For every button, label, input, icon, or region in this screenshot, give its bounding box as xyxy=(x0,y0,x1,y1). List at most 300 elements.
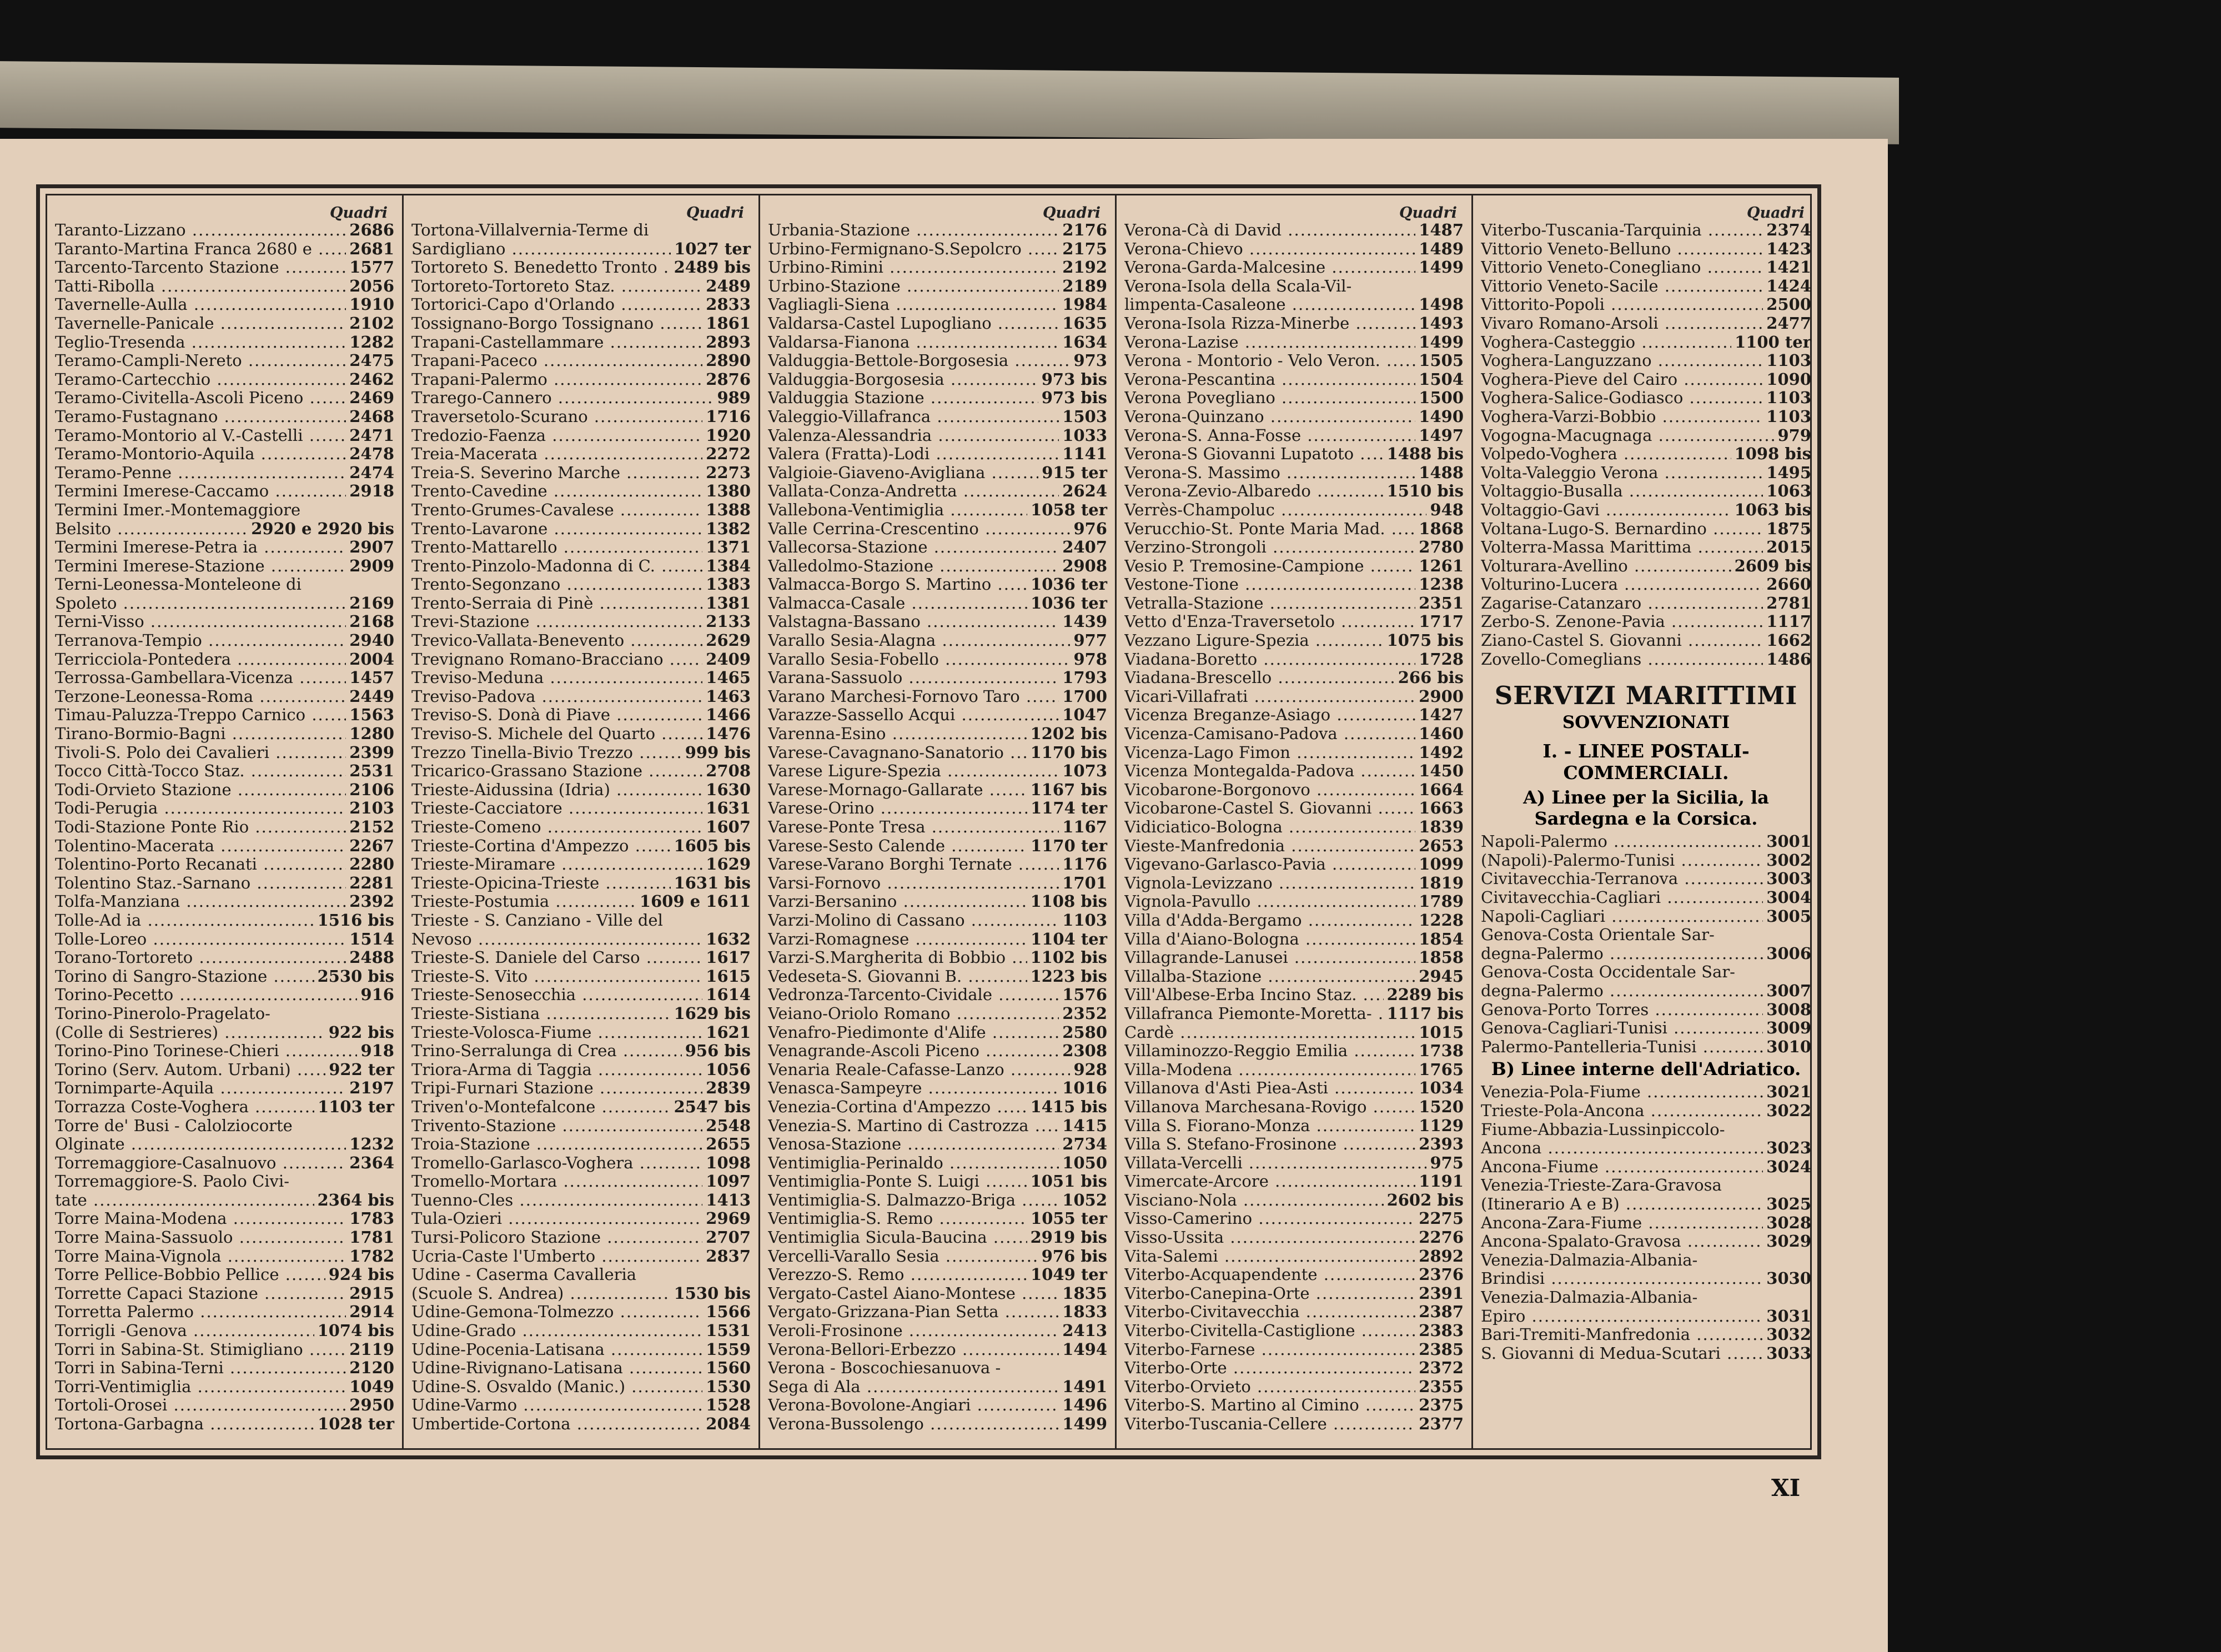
list-item xyxy=(768,221,1107,240)
list-item xyxy=(1481,1083,1811,1102)
entry-name: Varana-Sassuolo ..... xyxy=(768,669,1059,687)
entry-value: 1463 xyxy=(706,686,751,706)
entry-name: Varenna-Esino ..... xyxy=(768,725,1027,744)
list-item xyxy=(768,1378,1107,1397)
entry-name: Trieste-Pola-Ancona ..... xyxy=(1481,1102,1763,1121)
list-item xyxy=(55,762,394,781)
entry-value: 1174 ter xyxy=(1031,799,1107,818)
entry-value: 2385 xyxy=(1419,1339,1464,1359)
list-item xyxy=(1481,575,1811,594)
entry-name: Varallo Sesia-Fobello ..... xyxy=(768,650,1070,669)
entry-name: Torremaggiore-Casalnuovo ..... xyxy=(55,1154,346,1173)
list-item xyxy=(1481,295,1811,314)
entry-name: Napoli-Palermo ..... xyxy=(1481,832,1763,851)
entry-value: 1605 bis xyxy=(674,836,751,855)
entry-name: Verona-Chievo ..... xyxy=(1124,240,1415,259)
list-item xyxy=(1481,851,1811,870)
entry-name: Voltaggio-Busalla ..... xyxy=(1481,482,1763,501)
list-item xyxy=(768,240,1107,259)
entry-value: 2407 xyxy=(1062,538,1107,557)
entry-value: 1176 xyxy=(1062,855,1107,874)
entry-name: Voghera-Varzi-Bobbio ..... xyxy=(1481,408,1763,426)
entry-value: 2839 xyxy=(706,1078,751,1098)
entry-name: Vill'Albese-Erba Incino Staz. ..... xyxy=(1124,986,1384,1005)
entry-name: Ancona-Fiume ..... xyxy=(1481,1158,1763,1177)
entry-name: Trino-Serralunga di Crea ..... xyxy=(411,1042,682,1061)
entry-name: Treviso-S. Michele del Quarto ..... xyxy=(411,725,702,744)
list-item xyxy=(55,1415,394,1434)
list-item xyxy=(1124,445,1464,464)
entry-value: 1563 xyxy=(349,705,394,725)
list-item xyxy=(1481,1344,1811,1363)
entry-name: Troia-Stazione ..... xyxy=(411,1135,702,1154)
list-item xyxy=(411,445,751,464)
entry-value: 1717 xyxy=(1419,612,1464,631)
entry-name: Zerbo-S. Zenone-Pavia ..... xyxy=(1481,612,1763,631)
entry-value: 1514 xyxy=(349,929,394,948)
entry-name: Verona-Bussolengo ..... xyxy=(768,1415,1059,1434)
entry-name: Trieste-Postumia ..... xyxy=(411,892,636,911)
entry-value: 2915 xyxy=(349,1283,394,1303)
entry-value: 2409 xyxy=(706,649,751,669)
entry-value: 2391 xyxy=(1419,1283,1464,1303)
list-item xyxy=(1481,1232,1811,1251)
list-item xyxy=(768,1359,1107,1378)
entry-name: Vittorito-Popoli ..... xyxy=(1481,295,1763,314)
entry-name: Teramo-Penne ..... xyxy=(55,464,346,483)
entry-value: 977 xyxy=(1073,631,1107,650)
entry-name: Viadana-Brescello ..... xyxy=(1124,669,1395,687)
list-item xyxy=(1124,1042,1464,1061)
entry-value: 1614 xyxy=(706,985,751,1005)
entry-name: Vicobarone-Borgonovo ..... xyxy=(1124,781,1415,800)
entry-name: Verona-Cà di David ..... xyxy=(1124,221,1415,240)
entry-name: Termini Imerese-Stazione ..... xyxy=(55,557,346,576)
list-item xyxy=(1124,295,1464,314)
entry-name: Taranto-Martina Franca 2680 e ..... xyxy=(55,240,346,259)
entry-value: 978 xyxy=(1073,649,1107,669)
entry-name: Voghera-Languzzano ..... xyxy=(1481,352,1763,370)
list-item xyxy=(411,1378,751,1397)
list-item xyxy=(411,1303,751,1322)
entry-name: Vetralla-Stazione ..... xyxy=(1124,594,1415,613)
entry-value: 2686 xyxy=(349,220,394,239)
entry-value: 1103 xyxy=(1766,388,1811,408)
entry-value: 1835 xyxy=(1062,1283,1107,1303)
entry-value: 1789 xyxy=(1419,892,1464,911)
entry-value: 1910 xyxy=(349,295,394,314)
entry-value: 2602 bis xyxy=(1386,1190,1464,1209)
list-item xyxy=(768,426,1107,445)
entry-value: 1381 xyxy=(706,593,751,612)
entry-value: 956 bis xyxy=(685,1041,751,1061)
entry-name: Vezzano Ligure-Spezia ..... xyxy=(1124,631,1384,650)
entry-name: Villaminozzo-Reggio Emilia ..... xyxy=(1124,1042,1415,1061)
entry-value xyxy=(747,221,751,240)
entry-value: 1520 xyxy=(1419,1097,1464,1116)
list-item xyxy=(1481,445,1811,464)
maritime-subtitle: SOVVENZIONATI xyxy=(1562,712,1730,733)
entry-name: Trento-Lavarone ..... xyxy=(411,520,702,539)
entry-name: Triven'o-Montefalcone ..... xyxy=(411,1098,671,1117)
entry-value: 1635 xyxy=(1062,313,1107,333)
list-item xyxy=(55,575,394,594)
list-item xyxy=(1481,1325,1811,1344)
entry-value: 1560 xyxy=(706,1358,751,1378)
list-item xyxy=(411,669,751,687)
list-item xyxy=(411,1415,751,1434)
list-item xyxy=(55,1117,394,1136)
entry-name: Genova-Costa Orientale Sar- xyxy=(1481,926,1715,945)
entry-value: 1505 xyxy=(1419,351,1464,370)
list-item xyxy=(411,557,751,576)
entry-value: 1765 xyxy=(1419,1060,1464,1079)
list-item xyxy=(1124,855,1464,874)
list-item xyxy=(411,1061,751,1079)
entry-value: 999 bis xyxy=(685,742,751,762)
entry-name: Valledolmo-Stazione ..... xyxy=(768,557,1059,576)
entry-name: Trezzo Tinella-Bivio Trezzo ..... xyxy=(411,744,682,762)
list-item xyxy=(411,352,751,370)
list-item xyxy=(55,1340,394,1359)
entry-name: Venezia-Cortina d'Ampezzo ..... xyxy=(768,1098,1027,1117)
entry-name: Sardigliano ..... xyxy=(411,240,671,259)
entry-value: 2660 xyxy=(1766,575,1811,594)
list-item xyxy=(1124,837,1464,856)
list-item xyxy=(55,1303,394,1322)
list-item xyxy=(411,1042,751,1061)
entry-value: 1577 xyxy=(349,258,394,277)
entry-value xyxy=(1808,963,1811,982)
entry-value: 1920 xyxy=(706,425,751,445)
entry-value: 979 xyxy=(1777,425,1811,445)
list-item xyxy=(768,669,1107,687)
list-item xyxy=(55,911,394,930)
entry-name: Tivoli-S. Polo dei Cavalieri ..... xyxy=(55,744,346,762)
entry-value: 2892 xyxy=(1419,1246,1464,1266)
entry-value: 2908 xyxy=(1062,556,1107,575)
entry-name: Vignola-Pavullo ..... xyxy=(1124,892,1415,911)
entry-value: 1631 bis xyxy=(674,873,751,892)
list-item xyxy=(1124,221,1464,240)
list-item xyxy=(411,408,751,426)
entry-value: 2707 xyxy=(706,1228,751,1247)
entry-name: Verona-Pescantina ..... xyxy=(1124,370,1415,389)
entry-name: Torino di Sangro-Stazione ..... xyxy=(55,967,314,986)
entry-value: 2580 xyxy=(1062,1022,1107,1042)
entry-name: Vedronza-Tarcento-Cividale ..... xyxy=(768,986,1059,1005)
entry-name: Valduggia-Bettole-Borgosesia ..... xyxy=(768,352,1070,370)
list-item xyxy=(55,295,394,314)
entry-name: Varese-Mornago-Gallarate ..... xyxy=(768,781,1027,800)
entry-name: (Itinerario A e B) ..... xyxy=(1481,1195,1763,1214)
entry-value: 1384 xyxy=(706,556,751,575)
entry-name: Urbino-Rimini ..... xyxy=(768,258,1059,277)
list-item xyxy=(1124,1079,1464,1098)
list-item xyxy=(1124,314,1464,333)
entry-name: Viterbo-Acquapendente ..... xyxy=(1124,1266,1415,1284)
entry-value: 1049 ter xyxy=(1031,1265,1107,1284)
entry-name: Vergato-Grizzana-Pian Setta ..... xyxy=(768,1303,1059,1322)
list-item xyxy=(768,464,1107,483)
entry-name: Trieste-Comeno ..... xyxy=(411,818,702,837)
entry-name: Valmacca-Casale ..... xyxy=(768,594,1027,613)
entry-value: 1052 xyxy=(1062,1190,1107,1209)
list-item xyxy=(1481,333,1811,352)
list-item xyxy=(768,575,1107,594)
list-item xyxy=(55,520,394,539)
list-item xyxy=(1124,389,1464,408)
list-item xyxy=(1124,538,1464,557)
entry-name: Tolfa-Manziana ..... xyxy=(55,892,346,911)
entry-name: Udine-Varmo ..... xyxy=(411,1396,702,1415)
entry-name: Vittorio Veneto-Sacile ..... xyxy=(1481,277,1763,296)
entry-value: 3023 xyxy=(1766,1138,1811,1158)
list-item xyxy=(55,1191,394,1210)
entry-name: Urbino-Stazione ..... xyxy=(768,277,1059,296)
list-item xyxy=(411,725,751,744)
entry-value: 2352 xyxy=(1062,1003,1107,1023)
list-item xyxy=(411,538,751,557)
list-item xyxy=(1481,963,1811,982)
entry-value: 2351 xyxy=(1419,593,1464,612)
list-item xyxy=(55,1172,394,1191)
list-item xyxy=(768,1135,1107,1154)
list-item xyxy=(1481,408,1811,426)
entry-name: Udine-S. Osvaldo (Manic.) ..... xyxy=(411,1378,702,1397)
entry-value: 1036 ter xyxy=(1031,593,1107,612)
entry-value: 2189 xyxy=(1062,276,1107,295)
entry-name: Trapani-Paceco ..... xyxy=(411,352,702,370)
list-item xyxy=(1124,1284,1464,1303)
list-item xyxy=(411,1284,751,1303)
list-item xyxy=(411,967,751,986)
entry-value: 1383 xyxy=(706,575,751,594)
entry-name: Volturara-Avellino ..... xyxy=(1481,557,1731,576)
entry-name: Varazze-Sassello Acqui ..... xyxy=(768,706,1059,725)
entry-name: Tavernelle-Panicale ..... xyxy=(55,314,346,333)
list-item xyxy=(55,725,394,744)
list-item xyxy=(55,837,394,856)
entry-name: Fiume-Abbazia-Lussinpiccolo- xyxy=(1481,1120,1725,1139)
entry-value: 1634 xyxy=(1062,332,1107,352)
entry-value: 1530 xyxy=(706,1377,751,1396)
entry-name: Venezia-Dalmazia-Albania- xyxy=(1481,1251,1698,1269)
entry-value xyxy=(1104,1359,1107,1378)
list-item xyxy=(1124,1117,1464,1136)
entry-value: 1371 xyxy=(706,538,751,557)
list-item xyxy=(768,1117,1107,1136)
entry-name: Torino-Pecetto ..... xyxy=(55,986,357,1005)
list-item xyxy=(768,445,1107,464)
list-item xyxy=(768,1172,1107,1191)
list-item xyxy=(768,911,1107,930)
subsection-b-heading: B) Linee interne dell'Adriatico. xyxy=(1491,1058,1801,1080)
entry-value: 2489 bis xyxy=(674,258,751,277)
entry-value: 1662 xyxy=(1766,631,1811,650)
list-item xyxy=(768,855,1107,874)
entry-value: 1632 xyxy=(706,929,751,948)
list-item xyxy=(55,1209,394,1228)
entry-value: 2469 xyxy=(349,388,394,408)
entry-value: 1415 xyxy=(1062,1116,1107,1135)
entry-name: Torri-Ventimiglia ..... xyxy=(55,1378,346,1397)
entry-value: 1782 xyxy=(349,1246,394,1266)
list-item xyxy=(1124,818,1464,837)
list-item xyxy=(55,930,394,949)
entry-value: 1498 xyxy=(1419,295,1464,314)
entry-name: Veiano-Oriolo Romano ..... xyxy=(768,1005,1059,1023)
entry-name: Ventimiglia-Perinaldo ..... xyxy=(768,1154,1059,1173)
entry-name: Vimercate-Arcore ..... xyxy=(1124,1172,1415,1191)
entry-name: Vicobarone-Castel S. Giovanni ..... xyxy=(1124,799,1415,818)
entry-name: Volpedo-Voghera ..... xyxy=(1481,445,1731,464)
list-item xyxy=(768,892,1107,911)
entry-value: 1167 xyxy=(1062,817,1107,836)
entry-value: 2103 xyxy=(349,799,394,818)
entry-name: Torretta Palermo ..... xyxy=(55,1303,346,1322)
list-item xyxy=(1481,370,1811,389)
list-item xyxy=(1481,982,1811,1001)
entry-name: Viterbo-Civitella-Castiglione ..... xyxy=(1124,1322,1415,1340)
entry-name: Tavernelle-Aulla ..... xyxy=(55,295,346,314)
entry-name: Verona-S. Massimo ..... xyxy=(1124,464,1415,483)
entry-value: 2907 xyxy=(349,538,394,557)
list-item xyxy=(1481,352,1811,370)
list-item xyxy=(411,781,751,800)
list-item xyxy=(768,501,1107,520)
entry-name: Treviso-Padova ..... xyxy=(411,687,702,706)
entry-value: 2392 xyxy=(349,892,394,911)
entry-value: 2940 xyxy=(349,631,394,650)
entry-name: Visciano-Nola ..... xyxy=(1124,1191,1384,1210)
entry-value: 3002 xyxy=(1766,850,1811,870)
entry-name: Voltaggio-Gavi ..... xyxy=(1481,501,1731,520)
list-item xyxy=(1124,892,1464,911)
entry-value: 1074 bis xyxy=(317,1321,394,1340)
list-item xyxy=(1481,426,1811,445)
entry-name: Valdarsa-Fianona ..... xyxy=(768,333,1059,352)
column-header: Quadri xyxy=(1399,204,1457,222)
entry-name: Torre Maina-Sassuolo ..... xyxy=(55,1228,346,1247)
entry-name: Villalba-Stazione ..... xyxy=(1124,967,1415,986)
list-item xyxy=(55,1135,394,1154)
entry-name: Taranto-Lizzano ..... xyxy=(55,221,346,240)
entry-name: Verona-Bovolone-Angiari ..... xyxy=(768,1396,1059,1415)
list-item xyxy=(768,1209,1107,1228)
list-item xyxy=(55,389,394,408)
entry-name: Torre Pellice-Bobbio Pellice ..... xyxy=(55,1266,325,1284)
entry-name: Tolentino Staz.-Sarnano ..... xyxy=(55,874,346,893)
entry-name: Valera (Fratta)-Lodi ..... xyxy=(768,445,1059,464)
entry-name: Volta-Valeggio Verona ..... xyxy=(1481,464,1763,483)
entry-value: 2289 bis xyxy=(1386,985,1464,1005)
entry-name: Teramo-Fustagnano ..... xyxy=(55,408,346,426)
entry-value: 2176 xyxy=(1062,220,1107,239)
list-item xyxy=(1124,612,1464,631)
entry-value: 2169 xyxy=(349,593,394,612)
list-item xyxy=(768,874,1107,893)
list-item xyxy=(768,482,1107,501)
entry-value: 3021 xyxy=(1766,1082,1811,1102)
entry-value: 3022 xyxy=(1766,1101,1811,1120)
entry-value: 1486 xyxy=(1766,649,1811,669)
list-item xyxy=(411,482,751,501)
list-item xyxy=(768,538,1107,557)
list-item xyxy=(1124,631,1464,650)
entry-value: 2919 bis xyxy=(1030,1228,1107,1247)
list-item xyxy=(55,650,394,669)
list-item xyxy=(1481,907,1811,926)
entry-name: Tursi-Policoro Stazione ..... xyxy=(411,1228,702,1247)
entry-value: 1607 xyxy=(706,817,751,836)
list-item xyxy=(411,837,751,856)
list-item xyxy=(55,1284,394,1303)
entry-name: Trento-Grumes-Cavalese ..... xyxy=(411,501,702,520)
entry-name: Verona-Quinzano ..... xyxy=(1124,408,1415,426)
entry-value: 948 xyxy=(1430,500,1464,519)
entry-name: Vallecorsa-Stazione ..... xyxy=(768,538,1059,557)
list-item xyxy=(768,650,1107,669)
entry-name: Valeggio-Villafranca ..... xyxy=(768,408,1059,426)
entry-name: Urbania-Stazione ..... xyxy=(768,221,1059,240)
entry-name: Venaria Reale-Cafasse-Lanzo ..... xyxy=(768,1061,1070,1079)
entry-value: 1663 xyxy=(1419,799,1464,818)
entry-value: 1423 xyxy=(1766,239,1811,258)
entry-value xyxy=(1808,1251,1811,1270)
list-item xyxy=(411,631,751,650)
list-item xyxy=(55,1061,394,1079)
entry-name: Villa S. Fiorano-Monza ..... xyxy=(1124,1117,1415,1136)
entry-name: Voghera-Casteggio ..... xyxy=(1481,333,1731,352)
entry-value: 1728 xyxy=(1419,649,1464,669)
entry-value: 1170 ter xyxy=(1031,836,1107,855)
entry-value: 1016 xyxy=(1062,1078,1107,1098)
entry-value: 1781 xyxy=(349,1228,394,1247)
entry-name: Vicenza-Lago Fimon ..... xyxy=(1124,744,1415,762)
entry-value: 3025 xyxy=(1766,1194,1811,1213)
list-item xyxy=(1481,501,1811,520)
entry-value: 1051 bis xyxy=(1030,1172,1107,1191)
entry-value: 2969 xyxy=(706,1209,751,1228)
subsection-a-heading: A) Linee per la Sicilia, la Sardegna e la Corsica. xyxy=(1523,787,1769,830)
entry-value: 2531 xyxy=(349,761,394,781)
entry-value: 1629 xyxy=(706,855,751,874)
entry-value: 1063 xyxy=(1766,481,1811,501)
list-item xyxy=(411,389,751,408)
entry-value: 989 xyxy=(717,388,751,408)
list-item xyxy=(1124,1359,1464,1378)
list-item xyxy=(55,408,394,426)
entry-name: Trieste - S. Canziano - Ville del xyxy=(411,911,663,930)
list-item xyxy=(55,1396,394,1415)
entry-name: Ancona ..... xyxy=(1481,1139,1763,1158)
entry-name: Teramo-Montorio al V.-Castelli ..... xyxy=(55,426,346,445)
entry-value: 1503 xyxy=(1062,406,1107,426)
entry-name: Vigevano-Garlasco-Pavia ..... xyxy=(1124,855,1415,874)
list-item xyxy=(1124,1340,1464,1359)
list-item xyxy=(1481,538,1811,557)
entry-value: 1117 xyxy=(1766,612,1811,631)
page-number: XI xyxy=(1771,1474,1801,1502)
entry-value: 1097 xyxy=(706,1172,751,1191)
entry-name: Vicenza Montegalda-Padova ..... xyxy=(1124,762,1415,781)
list-item xyxy=(1481,482,1811,501)
list-item xyxy=(411,594,751,613)
entry-name: Ziano-Castel S. Giovanni ..... xyxy=(1481,631,1763,650)
entry-value: 2468 xyxy=(349,406,394,426)
list-item xyxy=(411,258,751,277)
